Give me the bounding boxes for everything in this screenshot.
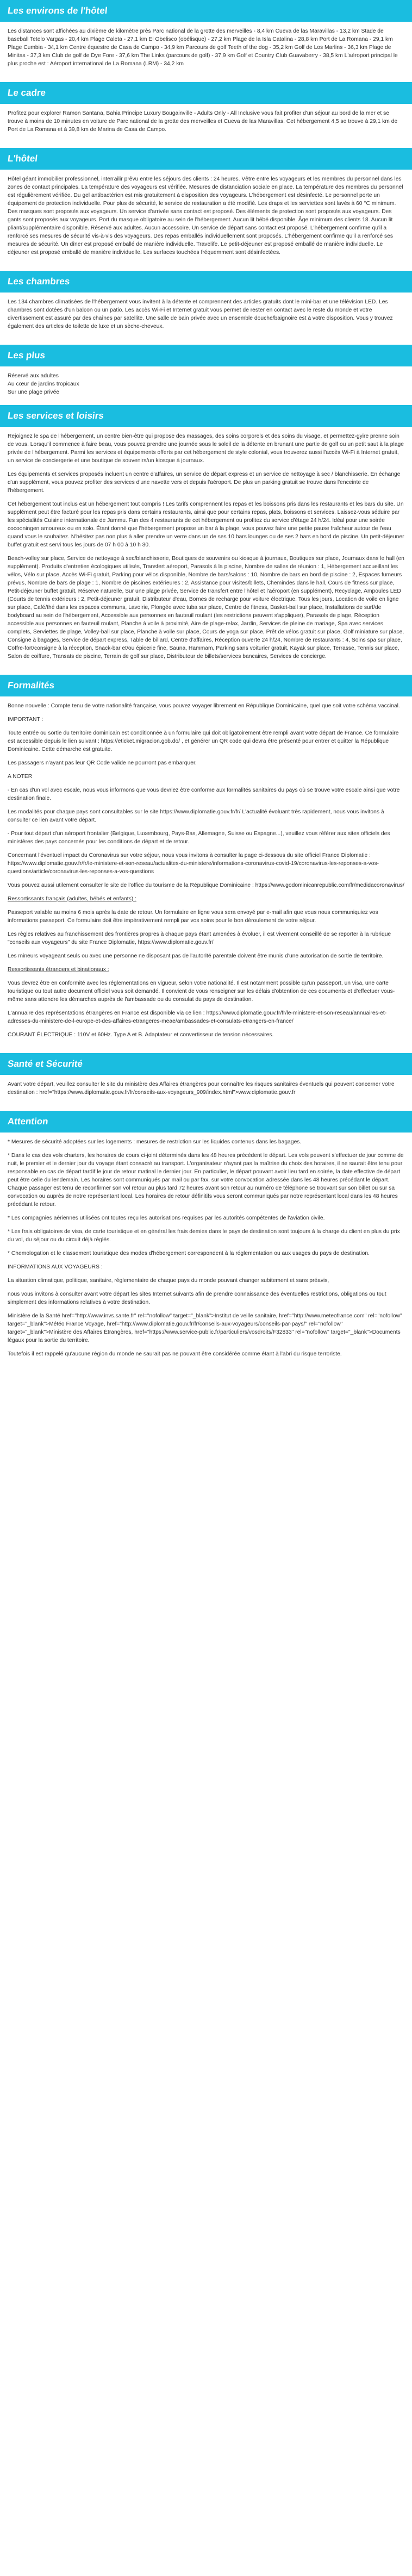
section-services: [0, 405, 412, 675]
paragraph: La situation climatique, politique, sanitaire, réglementaire de chaque pays du monde pouvant changer subitement et sans préavis,: [8, 1278, 329, 1284]
paragraph: nous vous invitons à consulter avant votre départ les sites Internet suivants afin de prendre connaissance des éventuelles restrictions, obligations ou tout simplement des informations relatives à votre destination.: [8, 1291, 386, 1305]
paragraph: Ressortissants français (adultes, bébés et enfants) :: [8, 896, 136, 902]
section-header: [0, 1053, 412, 1075]
section-formalites: [0, 675, 412, 1053]
list-item: Au cœur de jardins tropicaux: [8, 381, 79, 387]
paragraph: Profitez pour explorer Ramon Santana, Bahia Principe Luxury Bougainville - Adults Only - All Inclusive vous fait profiter d'un séjour au bord de la mer et se trouve à moins de 10 minutes en voiture de Parc national de la grotte des merveilles et Cueva de las Maravillas. Cet hébergement 4,5 se trouve à 29,1 km de Port de La Romana et à 39,8 km de Marina de Casa de Campo.: [8, 110, 398, 133]
paragraph: * Mesures de sécurité adoptées sur les logements : mesures de restriction sur les liquides contenus dans les bagages.: [8, 1139, 302, 1145]
paragraph: Les 134 chambres climatisées de l'hébergement vous invitent à la détente et comprennent des articles gratuits dont le mini-bar et une télévision LED. Les chambres sont dotées d'un balcon ou un patio. Les accès Wi-Fi et Internet gratuit vous permet de rester en contact avec le reste du monde et votre divertissement est assuré par des chaînes par satellite. Une salle de bain privée avec un ensemble douche/baignoire est à votre disposition. Vous y trouvez également des articles de toilette de luxe et un sèche-cheveux.: [8, 299, 393, 329]
section-header: [0, 405, 412, 427]
section-title: Formalités: [7, 680, 55, 690]
paragraph: Avant votre départ, veuillez consulter le site du ministère des Affaires étrangères pour connaître les risques sanitaires éventuels qui peuvent concerner votre destination : href="https://www.diplomatie.gouv.fr/fr/conseils-aux-voyageurs_909/index.html">www.diplomatie.gouv.fr: [8, 1081, 395, 1096]
section-header: [0, 675, 412, 696]
paragraph: Concernant l'éventuel impact du Coronavirus sur votre séjour, nous vous invitons à consulter la page ci-dessous du site officiel France Diplomatie : https://www.diplomatie.gouv.fr/fr/le-ministere-et-son-reseau/actualites-du-ministere/informations-coronavirus-covid-19/coronavirus-les-reponses-a-vos-questions/article/coronavirus-les-reponses-a-vos-questions: [8, 853, 379, 875]
paragraph: Ministère de la Santé href="http://www.invs.sante.fr" rel="nofollow" target="_blank">Institut de veille sanitaire, href="http://www.meteofrance.com" rel="nofollow" target="_blank">Météo France Voyage, href="http://www.diplomatie.gouv.fr/fr/conseils-aux-voyageurs/conseils-par-pays/" rel="nofollow" target="_blank">Ministère des Affaires Étrangères, href="https://www.service-public.fr/particuliers/vosdroits/F32833" rel="nofollow" target="_blank">Documents légaux pour la sortie du territoire.: [8, 1313, 402, 1343]
section-hotel: [0, 148, 412, 271]
paragraph: - En cas d'un vol avec escale, nous vous informons que vous devriez être conforme aux formalités sanitaires du pays où se trouve votre escale ainsi que votre destination finale.: [8, 787, 400, 801]
list-item: Réservé aux adultes: [8, 373, 59, 379]
section-body: [0, 104, 412, 134]
section-body: [0, 366, 412, 396]
paragraph: Hôtel géant immobilier professionnel, interrailir prêvu entre les séjours des clients : 24 heures. Vêtre entre les voyageurs et les membres du personnel dans les zones de contact principales. La température des voyageurs est vérifiée. Mesures de distanciation sociale en place. La température des membres du personnel est régulièrement vérifiée. Du gel antibactérien est mis gratuitement à disposition des voyageurs. L'hébergement est désinfecté. Le personnel porte un équipement de protection individuelle. Pour plus de sécurité, le service de restauration a été modifié. Les draps et les serviettes sont lavés à 60 °C minimum. Des masques sont proposés aux voyageurs. Un service d'arrivée sans contact est proposé. Des éléments de protection sont proposés aux voyageurs. Des gants sont proposés aux voyageurs. Port du masque obligatoire au sein de l'hébergement. Aucun lit bébé disponible. Âge minimum des clients 18. Aucun lit pliant/supplémentaire disponible. Réservé aux adultes. Aucun accessoire. Un service de départ sans contact est proposé. L'hébergement confirme qu'il a renforcé ses mesures de sécurité vis-à-vis des voyageurs. Des repas emballés individuellement sont proposés. L'hébergement confirme qu'il a renforcé ses mesures de sécurité. Un dîner est proposé emballé de manière individuelle. Travelife. Le petit-déjeuner est proposé emballé de manière individuelle. Le déjeuner est proposé emballé de manière individuelle. Les surfaces touchées fréquemment sont désinfectées.: [8, 176, 403, 256]
paragraph: Vous devrez être en conformité avec les réglementations en vigueur, selon votre nationalité. Il est notamment possible qu'un passeport, un visa, une carte touristique ou tout autre document officiel vous soit demandé. Il convient de vous renseigner sur les délais d'obtention de ces documents et d'effectuer vous-même sans attendre les démarches auprès de l'ambassade ou du consulat du pays de destination.: [8, 980, 395, 1003]
paragraph: L'annuaire des représentations étrangères en France est disponible via ce lien : https://www.diplomatie.gouv.fr/fr/le-ministere-et-son-reseau/annuaires-et-adresses-du-ministere-de-l-europe-et-des-affaires-etrangeres-meae/ambassades-et-consulats-etrangers-en-france/: [8, 1010, 387, 1024]
section-body: [0, 1075, 412, 1097]
section-cadre: [0, 82, 412, 148]
paragraph: INFORMATIONS AUX VOYAGEURS :: [8, 1264, 103, 1270]
paragraph: A NOTER: [8, 774, 33, 780]
section-body: [0, 22, 412, 68]
paragraph: Les règles relatives au franchissement des frontières propres à chaque pays étant amenées à évoluer, il est vivement conseillé de se reporter à la rubrique "conseils aux voyageurs" du site France Diplomatie, https://www.diplomatie.gouv.fr/: [8, 931, 391, 945]
section-title: Les chambres: [7, 276, 71, 287]
paragraph: Vous pouvez aussi utilement consulter le site de l'office du tourisme de la République Dominicaine : https://www.godominicanrepublic.com/fr/medidacoronavirus/: [8, 882, 404, 888]
section-body: [0, 293, 412, 331]
section-sante: [0, 1053, 412, 1111]
section-header: [0, 82, 412, 104]
section-body: [0, 696, 412, 1039]
section-title: Attention: [7, 1116, 49, 1127]
section-chambres: [0, 271, 412, 345]
section-title: Santé et Sécurité: [7, 1059, 84, 1069]
section-title: Les services et loisirs: [7, 410, 104, 421]
paragraph: Bonne nouvelle : Compte tenu de votre nationalité française, vous pouvez voyager librement en République Dominicaine, quel que soit votre schéma vaccinal.: [8, 703, 400, 709]
paragraph: * Chemologation et le classement touristique des modes d'hébergement correspondent à la réglementation ou aux usages du pays de destination.: [8, 1250, 370, 1256]
section-body: [0, 427, 412, 661]
paragraph: * Dans le cas des vols charters, les horaires de cours ci-joint déterminés dans les 48 heures précédent le départ. Les vols peuvent s'effectuer de jour comme de nuit, le premier et le dernier jour du voyage étant consacré au transport. L'organisateur n'ayant pas la maîtrise du choix des horaires, il ne saurait être tenu pour responsable en cas de départ tardif le jour de retour matinal le dernier jour. En particulier, le départ pouvant avoir lieu tard en soirée, la date effective de départ peut être celle du lendemain. Les horaires sont communiqués par mail ou par fax, sur votre convocation adressée dans les 48 heures précédant le départ. Chaque passager est tenu de reconfirmer son vol retour au plus tard 72 heures avant son retour au numéro de téléphone se trouvant sur son billet ou sur sa convocation ou auprès de notre représentant local. Les horaires de retour définitifs vous seront communiqués par notre représentant local dans les 48 heures précédant le retour.: [8, 1153, 404, 1208]
paragraph: Passeport valable au moins 6 mois après la date de retour. Un formulaire en ligne vous sera envoyé par e-mail afin que vous nous communiquiez vos informations passeport. Ce formulaire doit être impérativement rempli par vos soins pour le bon déroulement de votre séjour.: [8, 910, 378, 924]
paragraph: Ressortissants étrangers et binationaux :: [8, 967, 109, 973]
section-title: L'hôtel: [7, 153, 39, 164]
section-plus: [0, 345, 412, 405]
section-header: [0, 0, 412, 22]
section-title: Les environs de l'hôtel: [7, 5, 108, 16]
section-title: Les plus: [7, 350, 46, 360]
paragraph: Toutefois il est rappelé qu'aucune région du monde ne saurait pas ne pouvant être considérée comme étant à l'abri du risque terroriste.: [8, 1351, 342, 1357]
paragraph: Les équipements et services proposés incluent un centre d'affaires, un service de départ express et un service de nettoyage à sec / blanchisserie. En échange d'un supplément, vous pouvez profiter des services d'une navette vers et depuis l'aéroport. De plus un parking gratuit se trouve dans l'enceinte de l'hébergement.: [8, 471, 401, 494]
paragraph: Cet hébergement tout inclus est un hébergement tout compris ! Les tarifs comprennent les repas et les boissons pris dans les restaurants et les bars du site. Un supplément peut être facturé pour les repas pris dans certains restaurants, ainsi que pour certains repas, plats, boissons et services. Laissez-vous séduire par les spécialités Cuisine internationale de Jammu. Fun des 4 restaurants de cet hébergement ou profitez du service d'étage 24 h/24. Idéal pour une soirée cocooningen amoureux ou en solo. Étant donné que l'hébergement propose un bar à la plage, vous pouvez faire une petite pause fraîcheur autour de l'eau quand vous le souhaitez. N'hésitez pas non plus à aller prendre un verre dans un de ses 10 bars lounges ou de ses 2 bars en bord de piscine. Un petit-déjeuner buffet gratuit est servi tous les jours de 07 h 00 à 10 h 30.: [8, 501, 404, 548]
paragraph: Rejoignez le spa de l'hébergement, un centre bien-être qui propose des massages, des soins corporels et des soins du visage, et permettez-gyire prenne soin de vous. Lorsqu'il commence à faire beau, vous pouvez prendre une journée sous le soleil de la détente en brunant une partie de golf ou un petit saut à la plage privée de l'hébergement. Parmi les services et équipements offerts par cet hébergement de style colonial, vous trouverez aussi l'accès Wi-Fi à Internet gratuit, un service de conciergerie et une boutique de souvenirs/un kiosque à journaux.: [8, 433, 404, 464]
section-attention: [0, 1111, 412, 1372]
list-item: Sur une plage privée: [8, 389, 60, 395]
paragraph: IMPORTANT :: [8, 717, 43, 723]
section-header: [0, 271, 412, 293]
paragraph: Toute entrée ou sortie du territoire dominicain est conditionnée à un formulaire qui doit obligatoirement être rempli avant votre départ de France. Ce formulaire est accessible depuis le lien suivant : https://eticket.migracion.gob.do/ , et générer un QR code qui devra être présenté pour entrer et quitter la République Dominicaine. Cette démarche est gratuite.: [8, 730, 399, 752]
section-body: [0, 170, 412, 257]
paragraph: * Les compagnies aériennes utilisées ont toutes reçu les autorisations requises par les autorités compétentes de l'aviation civile.: [8, 1215, 325, 1221]
section-environs: [0, 0, 412, 82]
paragraph: - Pour tout départ d'un aéroport frontalier (Belgique, Luxembourg, Pays-Bas, Allemagne, Suisse ou Espagne...), veuillez vous référer aux sites officiels des ministères des pays concernés pour les conditions de départ et de retour.: [8, 831, 390, 845]
paragraph: Les passagers n'ayant pas leur QR Code valide ne pourront pas embarquer.: [8, 760, 197, 766]
paragraph: Les modalités pour chaque pays sont consultables sur le site https://www.diplomatie.gouv.fr/fr/ L'actualité évoluant très rapidement, nous vous invitons à consulter ce lien avant votre départ.: [8, 809, 384, 823]
paragraph: Les mineurs voyageant seuls ou avec une personne ne disposant pas de l'autorité parentale doivent être munis d'une autorisation de sortie de territoire.: [8, 953, 384, 959]
section-header: [0, 148, 412, 170]
section-title: Le cadre: [7, 88, 46, 98]
section-header: [0, 1111, 412, 1133]
paragraph: COURANT ÉLECTRIQUE : 110V et 60Hz. Type A et B. Adaptateur et convertisseur de tension nécessaires.: [8, 1032, 274, 1038]
paragraph: Les distances sont affichées au dixième de kilomètre près Parc national de la grotte des merveilles - 8,4 km Cueva de las Maravillas - 13,2 km Stade de baseball Tetelo Vargas - 20,4 km Plage Caleta - 27,1 km El Obelisco (obélisque) - 27,2 km Plage de la Isla Catalina - 28,8 km Port de La Romana - 29,1 km Plage Cumbia - 34,1 km Centre équestre de Casa de Campo - 34,9 km Parcours de golf Teeth of the dog - 35,2 km Golf de Los Marlins - 36,3 km Plage de Minitas - 37,3 km Club de golf de Dye Fore - 37,6 km The Links (parcours de golf) - 37,9 km Golf et Country Club Guavaberry - 38,5 km L'aéroport principal le plus proche est : Aéroport international de La Romana (LRM) - 34,2 km: [8, 28, 398, 67]
paragraph: Beach-volley sur place, Service de nettoyage à sec/blanchisserie, Boutiques de souvenirs ou kiosque à journaux, Boutiques sur place, Journaux dans le hall (en supplément). Produits d'entretien écologiques utilisés, Transfert aéroport, Parasols à la piscine, Nombre de salles de réunion : 1, Hébergement accueillant les vélos, Vélo sur place, Accès Wi-Fi gratuit, Parking pour vélos disponible, Nombre de bars/salons : 10, Nombre de bars en bord de piscine : 2, Espaces fumeurs prévus, Nombre de bars de plage : 1, Nombre de piscines extérieures : 2, Assistance pour visites/billets, Chemindes dans le hall, Cours de fitness sur place, Petit-déjeuner buffet gratuit, Réserve naturelle, Sur une plage privée, Service de transfert entre l'hôtel et l'aéroport (en supplément), Recyclage, Ampoules LED (Courts de tennis extérieurs : 2, Petit-déjeuner gratuit, Distributeur d'eau, Bornes de recharge pour voiture électrique. Tous les jours, Location de voile en ligne sur place, Café/thé dans les espaces communs, Lavoirie, Plongée avec tuba sur place, Centre de fitness, Basket-ball sur place, Installations de surf/de bodyboard au sein de l'hébergement, Accessible aux personnes en fauteuil roulant (les restrictions peuvent s'appliquer), Parasols de plage, Réception accessible aux personnes en fauteuil roulant, Planche à voile à proximité, Aire de plage-relax, Jardin, Services de pleine de mariage, Spa avec services complets, Serviettes de plage, Volley-ball sur place, Planche à voile sur place, Cours de yoga sur place, Prêt de vélos gratuit sur place, Golf miniature sur place, Consigne à bagages, Service de départ express, Table de billard, Centre d'affaires, Réception ouverte 24 h/24, Nombre de restaurants : 4, Soins spa sur place, Coffre-fort/consigne à la réception, Snack-bar et/ou épicerie fine, Sauna, Hammam, Parking sans voiturier gratuit, Kayak sur place, Terrasse, Tennis sur place, Salon de coiffure, Transats de piscine, Terrain de golf sur place, Distributeur de billets/services bancaires, Services de concierge.: [8, 556, 404, 659]
section-body: [0, 1133, 412, 1358]
paragraph: * Les frais obligatoires de visa, de carte touristique et en général les frais demies dans le pays de destination sont toujours à la charge du client en plus du prix du vol, du séjour ou du circuit déjà réglés.: [8, 1229, 400, 1243]
section-header: [0, 345, 412, 366]
